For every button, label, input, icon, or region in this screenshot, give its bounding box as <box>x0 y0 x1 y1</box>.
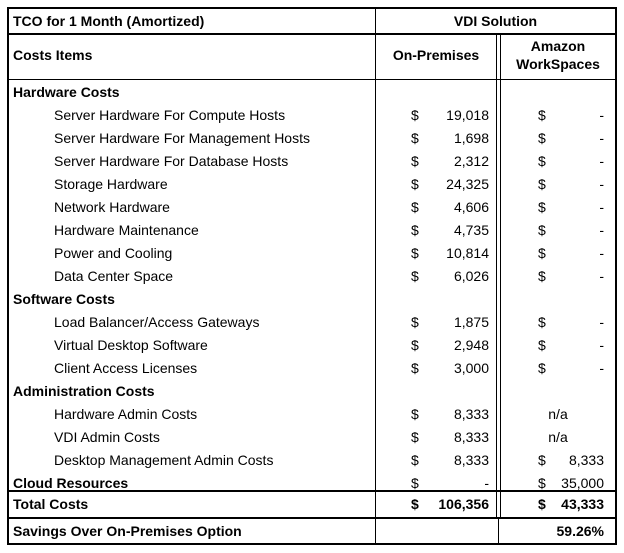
item-label: Power and Cooling <box>54 245 173 261</box>
aws-currency: $ <box>538 268 546 284</box>
onprem-currency: $ <box>411 107 419 123</box>
onprem-currency: $ <box>411 406 419 422</box>
aws-currency: $ <box>538 130 546 146</box>
total-label: Total Costs <box>13 496 89 512</box>
aws-currency: $ <box>538 452 546 468</box>
onprem-currency: $ <box>411 222 419 238</box>
onprem-value: 19,018 <box>446 107 489 123</box>
total-aws-value: 43,333 <box>561 496 604 512</box>
aws-value: - <box>599 176 604 192</box>
aws-value: - <box>599 360 604 376</box>
onprem-value: 8,333 <box>453 406 489 422</box>
onprem-value: 1,698 <box>453 130 489 146</box>
onprem-currency: $ <box>411 268 419 284</box>
total-onprem-value: 106,356 <box>438 496 489 512</box>
total-aws-currency: $ <box>538 496 546 512</box>
onprem-currency: $ <box>411 475 419 491</box>
savings-label: Savings Over On-Premises Option <box>13 523 242 539</box>
column-divider-main <box>375 9 376 545</box>
onprem-currency: $ <box>411 245 419 261</box>
aws-value: - <box>599 199 604 215</box>
onprem-currency: $ <box>411 153 419 169</box>
aws-value: - <box>599 268 604 284</box>
aws-value: - <box>599 337 604 353</box>
header-divider <box>9 33 615 35</box>
onprem-value: 8,333 <box>453 452 489 468</box>
onprem-currency: $ <box>411 130 419 146</box>
item-label: Storage Hardware <box>54 176 168 192</box>
aws-value: 8,333 <box>568 452 604 468</box>
aws-value: - <box>599 153 604 169</box>
item-label: Data Center Space <box>54 268 174 284</box>
on-premises-header: On-Premises <box>392 47 480 63</box>
table-title: TCO for 1 Month (Amortized) <box>13 13 205 29</box>
aws-currency: $ <box>538 360 546 376</box>
onprem-value: 10,814 <box>446 245 489 261</box>
aws-currency: $ <box>538 475 546 491</box>
onprem-value: 6,026 <box>453 268 489 284</box>
aws-currency: $ <box>538 222 546 238</box>
aws-value: 35,000 <box>561 475 604 491</box>
onprem-value: 4,606 <box>453 199 489 215</box>
column-divider-double-a <box>496 35 497 517</box>
column-divider-savings <box>498 517 499 545</box>
column-header-divider <box>9 79 615 80</box>
aws-currency: $ <box>538 314 546 330</box>
aws-value: - <box>599 107 604 123</box>
aws-value: - <box>599 222 604 238</box>
onprem-value: 24,325 <box>446 176 489 192</box>
onprem-currency: $ <box>411 337 419 353</box>
onprem-currency: $ <box>411 429 419 445</box>
amazon-header-line2: WorkSpaces <box>516 56 600 72</box>
aws-na: n/a <box>548 429 568 445</box>
onprem-value: 3,000 <box>453 360 489 376</box>
onprem-value: 2,948 <box>453 337 489 353</box>
onprem-value: 8,333 <box>453 429 489 445</box>
item-label: Server Hardware For Compute Hosts <box>54 107 286 123</box>
item-label: Hardware Maintenance <box>54 222 199 238</box>
onprem-currency: $ <box>411 360 419 376</box>
onprem-value: 1,875 <box>453 314 489 330</box>
item-label: Desktop Management Admin Costs <box>54 452 274 468</box>
aws-currency: $ <box>538 245 546 261</box>
savings-value: 59.26% <box>556 523 604 539</box>
item-label: Server Hardware For Database Hosts <box>54 153 289 169</box>
aws-currency: $ <box>538 153 546 169</box>
costs-items-header: Costs Items <box>13 47 93 63</box>
category-label: Cloud Resources <box>13 475 129 491</box>
aws-currency: $ <box>538 107 546 123</box>
total-onprem-currency: $ <box>411 496 419 512</box>
amazon-header-line1: Amazon <box>530 38 586 54</box>
item-label: Load Balancer/Access Gateways <box>54 314 260 330</box>
item-label: Virtual Desktop Software <box>54 337 208 353</box>
category-label: Administration Costs <box>13 383 155 399</box>
onprem-value: 4,735 <box>453 222 489 238</box>
aws-currency: $ <box>538 337 546 353</box>
aws-currency: $ <box>538 199 546 215</box>
onprem-currency: $ <box>411 199 419 215</box>
onprem-currency: $ <box>411 314 419 330</box>
aws-value: - <box>599 314 604 330</box>
aws-currency: $ <box>538 176 546 192</box>
aws-na: n/a <box>548 406 568 422</box>
item-label: Client Access Licenses <box>54 360 198 376</box>
onprem-value: - <box>484 475 489 491</box>
aws-value: - <box>599 245 604 261</box>
category-label: Hardware Costs <box>13 84 120 100</box>
onprem-currency: $ <box>411 452 419 468</box>
item-label: Network Hardware <box>54 199 170 215</box>
item-label: VDI Admin Costs <box>54 429 160 445</box>
aws-value: - <box>599 130 604 146</box>
solution-title: VDI Solution <box>453 13 538 29</box>
onprem-value: 2,312 <box>453 153 489 169</box>
item-label: Server Hardware For Management Hosts <box>54 130 310 146</box>
item-label: Hardware Admin Costs <box>54 406 198 422</box>
total-divider-bottom <box>9 517 615 519</box>
tco-table <box>7 7 617 545</box>
onprem-currency: $ <box>411 176 419 192</box>
category-label: Software Costs <box>13 291 115 307</box>
